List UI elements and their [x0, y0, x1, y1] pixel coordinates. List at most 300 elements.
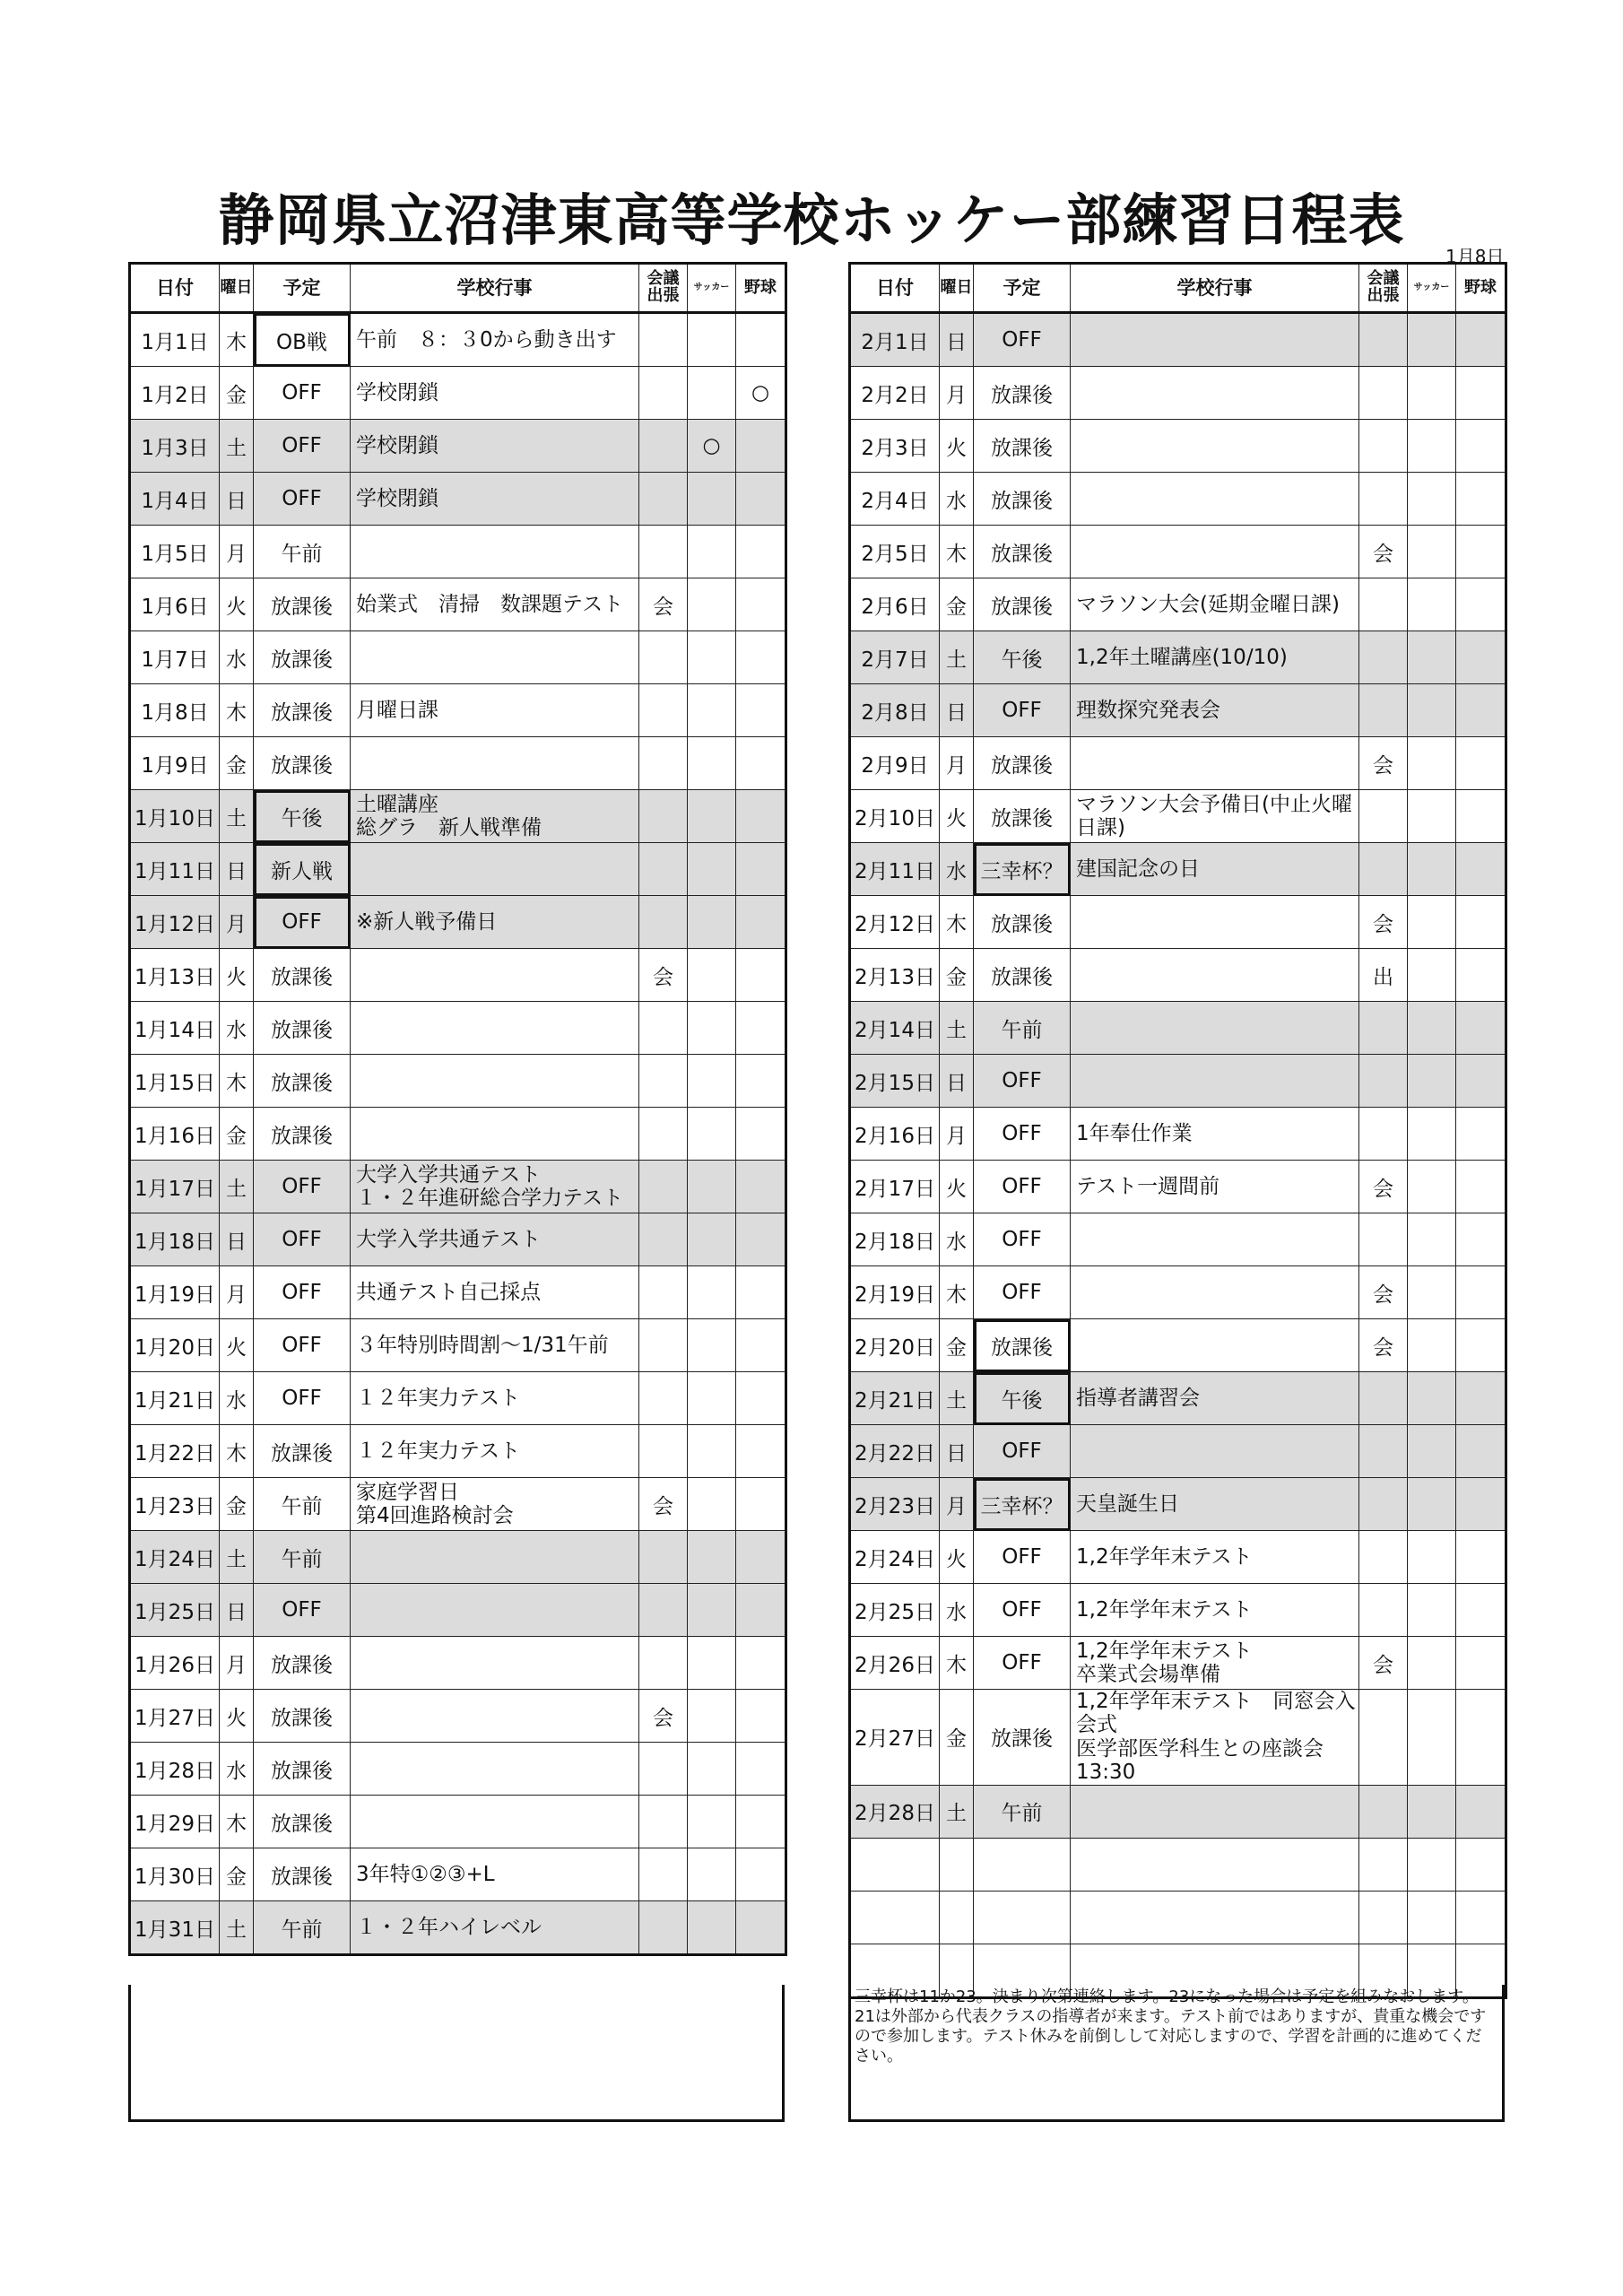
event-cell — [1071, 949, 1359, 1002]
baseball-cell — [1456, 473, 1506, 526]
day-cell: 日 — [940, 1425, 974, 1478]
baseball-cell — [1456, 1838, 1506, 1891]
meeting-cell: 会 — [1359, 526, 1408, 578]
event-cell: ※新人戦予備日 — [351, 896, 639, 949]
schedule-row — [850, 1002, 1506, 1055]
day-cell: 月 — [220, 1637, 254, 1690]
meeting-cell — [639, 1637, 688, 1690]
day-cell: 木 — [220, 1055, 254, 1108]
event-cell — [1071, 1785, 1359, 1838]
schedule-row — [850, 1108, 1506, 1161]
day-cell: 土 — [220, 1901, 254, 1955]
schedule-row — [130, 473, 786, 526]
event-cell: 指導者講習会 — [1071, 1372, 1359, 1425]
baseball-cell: ○ — [736, 367, 786, 420]
day-cell: 木 — [940, 526, 974, 578]
day-cell: 土 — [220, 790, 254, 843]
plan-cell: OFF — [974, 1425, 1071, 1478]
baseball-cell — [736, 1690, 786, 1743]
event-cell: 建国記念の日 — [1071, 843, 1359, 896]
day-cell: 木 — [220, 1796, 254, 1848]
meeting-cell — [639, 790, 688, 843]
schedule-row — [850, 737, 1506, 790]
soccer-cell — [688, 1796, 736, 1848]
event-cell: 共通テスト自己採点 — [351, 1266, 639, 1319]
event-cell: 1,2年学年末テスト — [1071, 1531, 1359, 1584]
schedule-row — [850, 1531, 1506, 1584]
day-cell: 火 — [940, 420, 974, 473]
baseball-cell — [1456, 526, 1506, 578]
header-plan: 予定 — [254, 264, 351, 313]
meeting-cell — [1359, 1838, 1408, 1891]
event-cell — [351, 843, 639, 896]
day-cell: 金 — [220, 1108, 254, 1161]
day-cell: 木 — [940, 1637, 974, 1690]
baseball-cell — [736, 684, 786, 737]
schedule-row — [130, 1584, 786, 1637]
meeting-cell: 会 — [1359, 1637, 1408, 1690]
plan-cell: 午後 — [974, 1372, 1071, 1425]
meeting-cell — [1359, 1785, 1408, 1838]
plan-cell: 放課後 — [254, 1002, 351, 1055]
date-cell: 1月25日 — [130, 1584, 220, 1637]
schedule-row — [130, 1266, 786, 1319]
schedule-row — [130, 1796, 786, 1848]
event-cell: 1,2年学年末テスト — [1071, 1584, 1359, 1637]
soccer-cell — [688, 367, 736, 420]
meeting-cell — [639, 1372, 688, 1425]
baseball-cell — [1456, 1690, 1506, 1786]
meeting-cell — [1359, 843, 1408, 896]
soccer-cell — [688, 1055, 736, 1108]
event-cell: 学校閉鎖 — [351, 473, 639, 526]
date-cell: 1月13日 — [130, 949, 220, 1002]
date-cell: 2月3日 — [850, 420, 940, 473]
baseball-cell — [736, 1901, 786, 1955]
schedule-row — [850, 367, 1506, 420]
plan-cell: 放課後 — [974, 790, 1071, 843]
event-cell — [1071, 367, 1359, 420]
schedule-row — [850, 949, 1506, 1002]
event-cell — [1071, 313, 1359, 367]
baseball-cell — [1456, 420, 1506, 473]
schedule-row — [850, 578, 1506, 631]
soccer-cell — [1408, 1690, 1456, 1786]
meeting-cell — [1359, 473, 1408, 526]
day-cell: 月 — [220, 896, 254, 949]
meeting-cell: 会 — [639, 949, 688, 1002]
day-cell: 木 — [940, 896, 974, 949]
day-cell: 火 — [940, 1161, 974, 1213]
soccer-cell — [688, 684, 736, 737]
schedule-row — [130, 1690, 786, 1743]
baseball-cell — [736, 1796, 786, 1848]
event-cell: １２年実力テスト — [351, 1372, 639, 1425]
soccer-cell — [1408, 631, 1456, 684]
baseball-cell — [1456, 949, 1506, 1002]
soccer-cell — [688, 1478, 736, 1531]
event-cell: 大学入学共通テスト — [351, 1213, 639, 1266]
plan-cell: 放課後 — [254, 1425, 351, 1478]
plan-cell: 放課後 — [974, 1690, 1071, 1786]
meeting-cell — [639, 313, 688, 367]
plan-cell: OFF — [254, 420, 351, 473]
day-cell — [940, 1891, 974, 1944]
event-cell — [1071, 526, 1359, 578]
schedule-row — [850, 1891, 1506, 1944]
date-cell: 1月28日 — [130, 1743, 220, 1796]
plan-cell: 放課後 — [974, 367, 1071, 420]
meeting-cell — [1359, 578, 1408, 631]
baseball-cell — [736, 1584, 786, 1637]
day-cell: 土 — [940, 1002, 974, 1055]
event-cell: 学校閉鎖 — [351, 367, 639, 420]
plan-cell: 放課後 — [254, 949, 351, 1002]
schedule-row — [850, 1372, 1506, 1425]
event-cell: テスト一週間前 — [1071, 1161, 1359, 1213]
event-cell: 始業式 清掃 数課題テスト — [351, 578, 639, 631]
date-cell: 1月8日 — [130, 684, 220, 737]
event-cell: 土曜講座 総グラ 新人戦準備 — [351, 790, 639, 843]
day-cell: 金 — [940, 1319, 974, 1372]
plan-cell: OFF — [974, 1161, 1071, 1213]
date-cell: 1月15日 — [130, 1055, 220, 1108]
day-cell: 火 — [940, 1531, 974, 1584]
soccer-cell — [688, 1848, 736, 1901]
baseball-cell — [1456, 1319, 1506, 1372]
soccer-cell — [1408, 313, 1456, 367]
date-cell: 1月24日 — [130, 1531, 220, 1584]
day-cell: 月 — [940, 737, 974, 790]
baseball-cell — [736, 1055, 786, 1108]
date-cell: 2月7日 — [850, 631, 940, 684]
meeting-cell — [1359, 1055, 1408, 1108]
header-soccer: サッカー — [1408, 264, 1456, 313]
header-soccer: サッカー — [688, 264, 736, 313]
header-meeting: 会議出張 — [639, 264, 688, 313]
day-cell: 月 — [940, 367, 974, 420]
soccer-cell — [688, 843, 736, 896]
schedule-row — [130, 526, 786, 578]
header-plan: 予定 — [974, 264, 1071, 313]
plan-cell: 放課後 — [974, 578, 1071, 631]
soccer-cell — [688, 631, 736, 684]
schedule-row — [130, 631, 786, 684]
date-cell: 2月15日 — [850, 1055, 940, 1108]
schedule-row — [130, 1002, 786, 1055]
baseball-cell — [736, 473, 786, 526]
meeting-cell — [1359, 631, 1408, 684]
event-cell — [1071, 1266, 1359, 1319]
date-cell: 2月4日 — [850, 473, 940, 526]
date-cell: 2月11日 — [850, 843, 940, 896]
soccer-cell — [1408, 473, 1456, 526]
day-cell: 土 — [220, 1161, 254, 1213]
soccer-cell — [1408, 1372, 1456, 1425]
soccer-cell — [688, 737, 736, 790]
meeting-cell — [639, 684, 688, 737]
meeting-cell — [639, 1055, 688, 1108]
plan-cell: 午前 — [254, 1478, 351, 1531]
meeting-cell — [1359, 1690, 1408, 1786]
baseball-cell — [1456, 1584, 1506, 1637]
event-cell — [351, 1690, 639, 1743]
baseball-cell — [1456, 1108, 1506, 1161]
plan-cell — [974, 1838, 1071, 1891]
event-cell: 3年特①②③+L — [351, 1848, 639, 1901]
meeting-cell — [1359, 1584, 1408, 1637]
event-cell — [351, 1531, 639, 1584]
baseball-cell — [736, 843, 786, 896]
event-cell — [1071, 737, 1359, 790]
meeting-cell: 会 — [1359, 1266, 1408, 1319]
event-cell: マラソン大会予備日(中止火曜日課) — [1071, 790, 1359, 843]
plan-cell: 午前 — [974, 1785, 1071, 1838]
event-cell — [1071, 473, 1359, 526]
baseball-cell — [1456, 1055, 1506, 1108]
soccer-cell — [1408, 1319, 1456, 1372]
plan-cell: 午後 — [974, 631, 1071, 684]
date-cell: 1月18日 — [130, 1213, 220, 1266]
day-cell: 金 — [940, 1690, 974, 1786]
event-cell: １２年実力テスト — [351, 1425, 639, 1478]
meeting-cell — [639, 1425, 688, 1478]
schedule-row — [850, 1319, 1506, 1372]
date-cell: 1月30日 — [130, 1848, 220, 1901]
baseball-cell — [1456, 367, 1506, 420]
soccer-cell — [1408, 1584, 1456, 1637]
date-cell: 2月22日 — [850, 1425, 940, 1478]
february-schedule-table — [848, 262, 1507, 1999]
event-cell — [351, 1055, 639, 1108]
event-cell: 家庭学習日 第4回進路検討会 — [351, 1478, 639, 1531]
baseball-cell — [1456, 1785, 1506, 1838]
baseball-cell — [1456, 1637, 1506, 1690]
soccer-cell — [688, 949, 736, 1002]
event-cell — [1071, 896, 1359, 949]
baseball-cell — [1456, 684, 1506, 737]
plan-cell: 三幸杯？ — [974, 843, 1071, 896]
schedule-row — [850, 790, 1506, 843]
event-cell: 理数探究発表会 — [1071, 684, 1359, 737]
meeting-cell — [1359, 684, 1408, 737]
day-cell: 土 — [940, 631, 974, 684]
baseball-cell — [1456, 1002, 1506, 1055]
plan-cell: OFF — [254, 1266, 351, 1319]
soccer-cell — [688, 790, 736, 843]
event-cell — [351, 526, 639, 578]
meeting-cell — [639, 473, 688, 526]
schedule-row — [130, 1319, 786, 1372]
event-cell: 午前 ８：３0から動き出す — [351, 313, 639, 367]
schedule-row — [130, 896, 786, 949]
schedule-row — [850, 1785, 1506, 1838]
event-cell — [351, 1584, 639, 1637]
meeting-cell: 会 — [1359, 896, 1408, 949]
soccer-cell — [1408, 896, 1456, 949]
day-cell: 水 — [940, 1584, 974, 1637]
event-cell: マラソン大会(延期金曜日課) — [1071, 578, 1359, 631]
date-cell: 1月12日 — [130, 896, 220, 949]
soccer-cell — [1408, 1108, 1456, 1161]
schedule-row — [850, 631, 1506, 684]
meeting-cell: 会 — [1359, 1161, 1408, 1213]
soccer-cell: ○ — [688, 420, 736, 473]
date-cell: 2月26日 — [850, 1637, 940, 1690]
day-cell: 水 — [220, 1743, 254, 1796]
date-cell: 2月24日 — [850, 1531, 940, 1584]
day-cell: 金 — [940, 949, 974, 1002]
date-cell: 1月19日 — [130, 1266, 220, 1319]
meeting-cell — [639, 737, 688, 790]
soccer-cell — [688, 1743, 736, 1796]
header-baseball: 野球 — [736, 264, 786, 313]
baseball-cell — [736, 1637, 786, 1690]
plan-cell: OFF — [254, 1372, 351, 1425]
soccer-cell — [688, 1637, 736, 1690]
plan-cell: 放課後 — [254, 1055, 351, 1108]
soccer-cell — [1408, 737, 1456, 790]
january-blank-area — [128, 1985, 785, 2122]
soccer-cell — [688, 1319, 736, 1372]
baseball-cell — [1456, 631, 1506, 684]
date-cell: 1月29日 — [130, 1796, 220, 1848]
event-cell: １・２年ハイレベル — [351, 1901, 639, 1955]
date-cell: 2月21日 — [850, 1372, 940, 1425]
baseball-cell — [736, 1002, 786, 1055]
soccer-cell — [1408, 949, 1456, 1002]
january-schedule-table — [128, 262, 787, 1956]
plan-cell: OFF — [974, 1637, 1071, 1690]
plan-cell: 放課後 — [254, 737, 351, 790]
soccer-cell — [1408, 843, 1456, 896]
plan-cell: OFF — [974, 1213, 1071, 1266]
meeting-cell — [1359, 1372, 1408, 1425]
soccer-cell — [688, 1372, 736, 1425]
plan-cell: 放課後 — [254, 1743, 351, 1796]
soccer-cell — [688, 1266, 736, 1319]
soccer-cell — [1408, 1637, 1456, 1690]
soccer-cell — [688, 1108, 736, 1161]
schedule-row — [850, 896, 1506, 949]
day-cell: 日 — [220, 473, 254, 526]
update-date: 1月8日 — [1445, 246, 1505, 267]
date-cell: 1月27日 — [130, 1690, 220, 1743]
baseball-cell — [736, 1372, 786, 1425]
date-cell: 2月1日 — [850, 313, 940, 367]
meeting-cell — [639, 1266, 688, 1319]
soccer-cell — [688, 313, 736, 367]
meeting-cell — [1359, 1891, 1408, 1944]
plan-cell: OFF — [974, 1108, 1071, 1161]
day-cell: 土 — [220, 420, 254, 473]
baseball-cell — [1456, 1425, 1506, 1478]
baseball-cell — [1456, 1266, 1506, 1319]
event-cell: 月曜日課 — [351, 684, 639, 737]
soccer-cell — [1408, 526, 1456, 578]
meeting-cell — [1359, 1425, 1408, 1478]
date-cell: 1月5日 — [130, 526, 220, 578]
day-cell: 金 — [220, 1848, 254, 1901]
date-cell: 1月3日 — [130, 420, 220, 473]
plan-cell — [974, 1891, 1071, 1944]
baseball-cell — [1456, 1531, 1506, 1584]
soccer-cell — [688, 1584, 736, 1637]
plan-cell: 放課後 — [254, 1108, 351, 1161]
soccer-cell — [688, 1213, 736, 1266]
date-cell: 1月1日 — [130, 313, 220, 367]
soccer-cell — [1408, 1531, 1456, 1584]
date-cell: 1月9日 — [130, 737, 220, 790]
meeting-cell: 会 — [1359, 1319, 1408, 1372]
event-cell — [351, 1637, 639, 1690]
day-cell: 水 — [940, 473, 974, 526]
meeting-cell — [639, 1213, 688, 1266]
meeting-cell — [1359, 1002, 1408, 1055]
meeting-cell — [1359, 790, 1408, 843]
day-cell: 火 — [220, 1319, 254, 1372]
plan-cell: OB戦 — [254, 313, 351, 367]
plan-cell: 午前 — [254, 1901, 351, 1955]
meeting-cell — [1359, 420, 1408, 473]
event-cell: 1,2年学年末テスト 卒業式会場準備 — [1071, 1637, 1359, 1690]
event-cell: 1,2年土曜講座(10/10) — [1071, 631, 1359, 684]
day-cell: 木 — [220, 1425, 254, 1478]
event-cell — [351, 949, 639, 1002]
soccer-cell — [1408, 1785, 1456, 1838]
header-date: 日付 — [850, 264, 940, 313]
event-cell — [1071, 1213, 1359, 1266]
date-cell: 2月8日 — [850, 684, 940, 737]
date-cell: 2月25日 — [850, 1584, 940, 1637]
soccer-cell — [1408, 1055, 1456, 1108]
meeting-cell — [639, 896, 688, 949]
date-cell: 2月27日 — [850, 1690, 940, 1786]
event-cell: 1年奉仕作業 — [1071, 1108, 1359, 1161]
meeting-cell — [639, 1743, 688, 1796]
date-cell: 1月17日 — [130, 1161, 220, 1213]
event-cell — [1071, 420, 1359, 473]
plan-cell: OFF — [974, 1266, 1071, 1319]
day-cell: 土 — [940, 1372, 974, 1425]
header-meeting: 会議出張 — [1359, 264, 1408, 313]
plan-cell: OFF — [254, 1319, 351, 1372]
baseball-cell — [1456, 313, 1506, 367]
schedule-row — [130, 843, 786, 896]
meeting-cell — [639, 526, 688, 578]
date-cell: 2月20日 — [850, 1319, 940, 1372]
schedule-row — [130, 1425, 786, 1478]
day-cell: 日 — [940, 1055, 974, 1108]
baseball-cell — [736, 420, 786, 473]
meeting-cell — [1359, 1531, 1408, 1584]
event-cell — [1071, 1319, 1359, 1372]
date-cell: 2月18日 — [850, 1213, 940, 1266]
day-cell: 月 — [220, 526, 254, 578]
schedule-row — [850, 1266, 1506, 1319]
date-cell: 2月23日 — [850, 1478, 940, 1531]
soccer-cell — [688, 1690, 736, 1743]
schedule-row — [850, 1055, 1506, 1108]
meeting-cell — [1359, 313, 1408, 367]
baseball-cell — [736, 1161, 786, 1213]
meeting-cell — [639, 1319, 688, 1372]
schedule-row — [850, 313, 1506, 367]
schedule-row — [130, 684, 786, 737]
meeting-cell: 会 — [639, 578, 688, 631]
baseball-cell — [736, 737, 786, 790]
plan-cell: OFF — [974, 1055, 1071, 1108]
